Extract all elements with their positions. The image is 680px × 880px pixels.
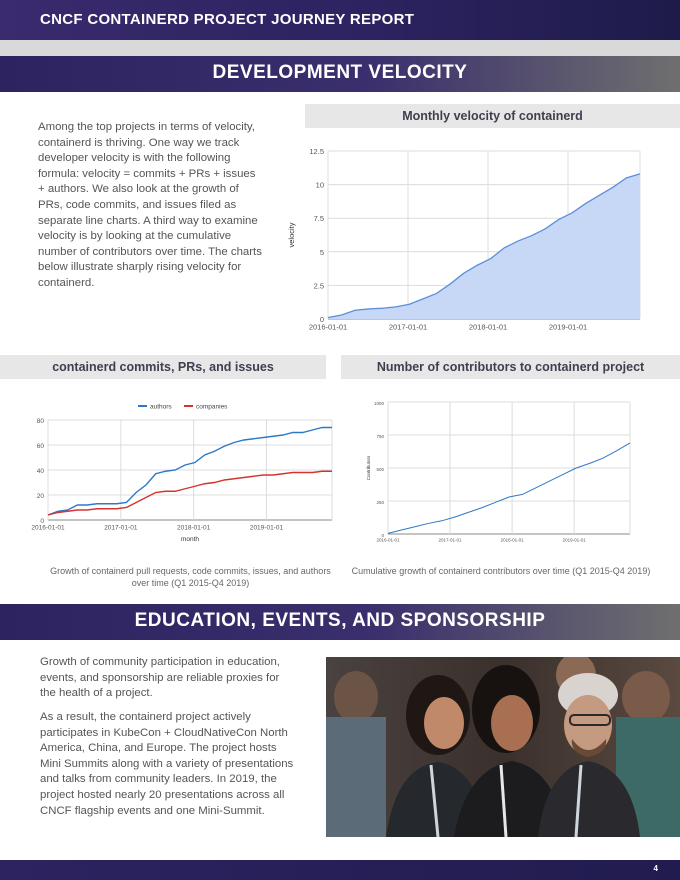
contributors-line — [388, 443, 630, 533]
velocity-chart-title: Monthly velocity of containerd — [305, 104, 680, 128]
y-tick-label: 40 — [36, 468, 44, 475]
y-tick-label: 1000 — [373, 401, 384, 406]
velocity-paragraph: Among the top projects in terms of velocity, containerd is thriving. One way we track developer velocity is with the following formula: velocity = commits + PRs + issues + authors. We also look at the growth of PRs, code commits, and issues filed as separate line charts. A third way to examine velocity is by looking at the cumulative number of contributors over time. The charts below illustrate sharply rising velocity for containerd. — [38, 121, 262, 289]
commits-chart-caption: Growth of containerd pull requests, code commits, issues, and authors over time (Q1 2015-Q4 2019) — [50, 566, 331, 588]
report-header — [0, 0, 680, 40]
y-tick-label: 12.5 — [309, 147, 324, 156]
x-tick-label: 2019-01-01 — [249, 524, 284, 532]
commits-chart-title: containerd commits, PRs, and issues — [0, 355, 326, 379]
contributors-chart-title: Number of contributors to containerd project — [341, 355, 680, 379]
contributors-chart — [360, 396, 640, 546]
education-paragraph-1: Growth of community participation in education, events, and sponsorship are reliable proxies for the health of a project. — [40, 656, 280, 700]
y-tick-label: 2.5 — [313, 281, 324, 291]
y-tick-label: 5 — [319, 247, 324, 257]
y-tick-label: 80 — [36, 418, 44, 425]
page-number: 4 — [653, 864, 658, 873]
legend-label-authors: authors — [150, 403, 172, 411]
y-tick-label: 10 — [315, 180, 324, 190]
legend-label-companies: companies — [196, 403, 228, 411]
y-axis-label: velocity — [287, 222, 296, 248]
conference-audience-photo — [326, 657, 680, 837]
x-tick-label: 2016-01-01 — [308, 322, 348, 332]
x-tick-label: 2016-01-01 — [376, 537, 400, 543]
contributors-chart-caption: Cumulative growth of containerd contributors over time (Q1 2015-Q4 2019) — [351, 566, 651, 576]
x-tick-label: 2017-01-01 — [438, 537, 462, 543]
x-tick-label: 2018-01-01 — [500, 537, 524, 543]
y-tick-label: 750 — [376, 434, 384, 439]
series-line-authors — [48, 428, 332, 516]
velocity-area — [328, 174, 640, 319]
y-tick-label: 0 — [319, 315, 324, 324]
y-tick-label: 7.5 — [313, 214, 324, 224]
education-paragraph-2: As a result, the containerd project actively participates in KubeCon + CloudNativeCon North America, China, and Europe. The project hosts Mini Summits along with a variety of presentations and talks from community leaders. In 2019, the project hosted nearly 20 presentations across all CNCF flagship events and one Mini-Summit. — [40, 711, 294, 817]
x-tick-label: 2019-01-01 — [548, 322, 588, 332]
y-tick-label: 60 — [36, 443, 44, 450]
y-tick-label: 0 — [381, 533, 384, 538]
x-tick-label: 2019-01-01 — [562, 537, 586, 543]
x-tick-label: 2016-01-01 — [31, 524, 65, 532]
header-divider — [0, 40, 680, 56]
x-tick-label: 2018-01-01 — [177, 524, 211, 532]
page-footer — [0, 860, 680, 880]
x-tick-label: 2017-01-01 — [388, 322, 428, 332]
x-axis-label: month — [180, 536, 200, 543]
velocity-chart — [282, 138, 680, 338]
y-tick-label: 20 — [36, 493, 44, 500]
series-line-companies — [48, 471, 332, 515]
section-title-education: EDUCATION, EVENTS, AND SPONSORSHIP — [134, 610, 546, 631]
commits-chart — [18, 396, 338, 556]
x-tick-label: 2017-01-01 — [104, 524, 138, 532]
section-title-velocity: DEVELOPMENT VELOCITY — [212, 62, 468, 83]
section-banner-education — [0, 604, 680, 640]
y-tick-label: 250 — [376, 500, 384, 505]
y-tick-label: 500 — [376, 467, 384, 472]
x-tick-label: 2018-01-01 — [468, 322, 508, 332]
y-tick-label: 0 — [40, 518, 44, 525]
section-banner-velocity — [0, 56, 680, 92]
y-axis-label: Contributors — [366, 455, 371, 481]
report-title: CNCF CONTAINERD PROJECT JOURNEY REPORT — [40, 11, 415, 28]
